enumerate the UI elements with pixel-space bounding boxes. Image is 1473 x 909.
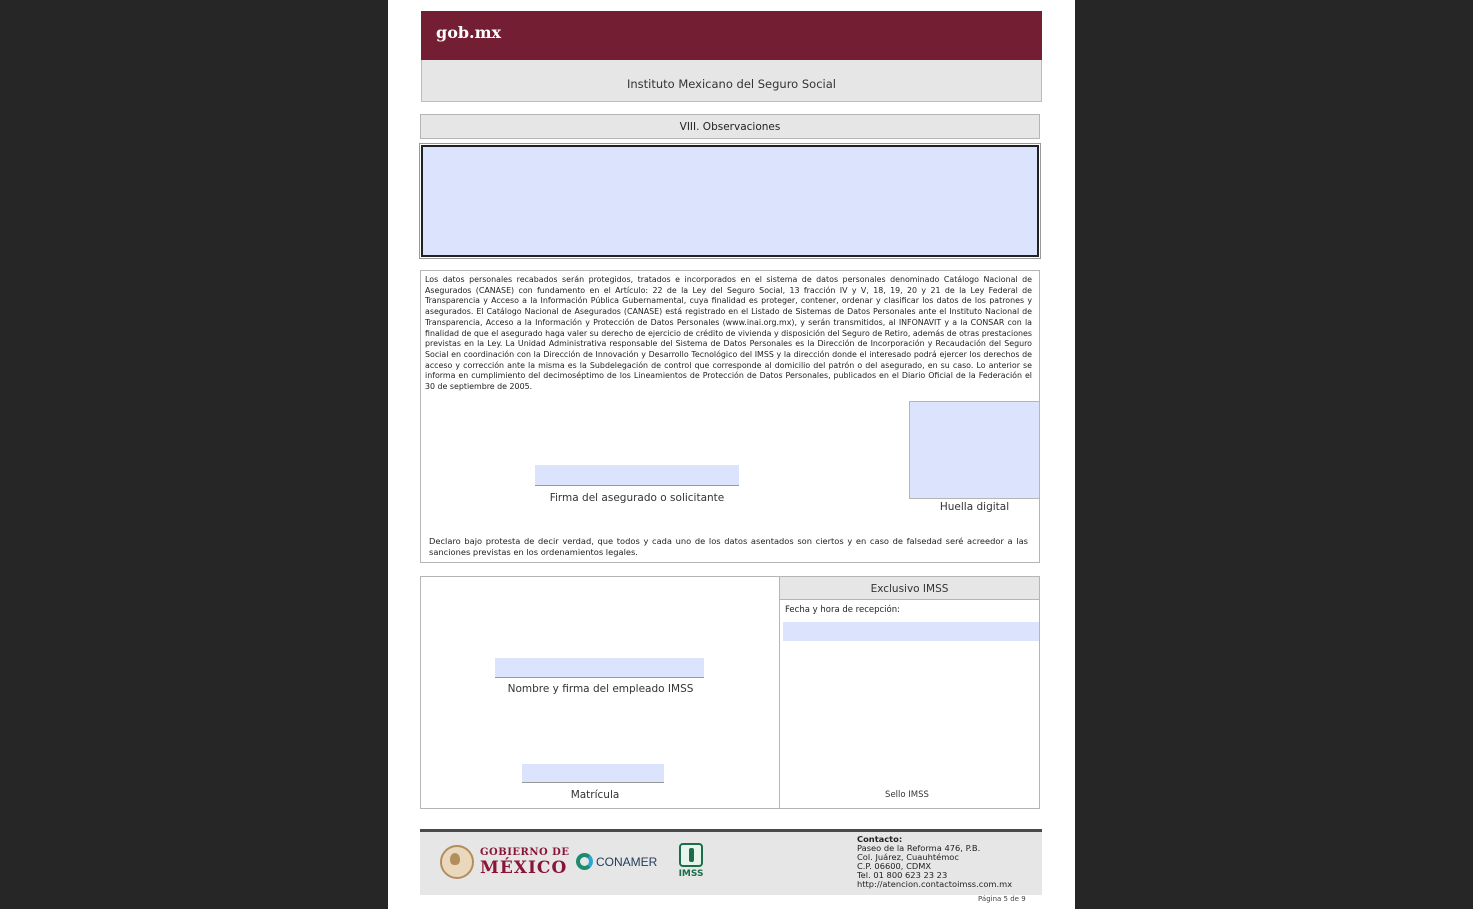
document-page	[388, 0, 1075, 909]
matricula-label: Matrícula	[570, 789, 620, 801]
imss-seal-label: Sello IMSS	[885, 790, 929, 800]
signature-field[interactable]	[535, 465, 739, 486]
gob-mx-logo[interactable]: gob.mx	[436, 23, 502, 42]
privacy-notice-box	[420, 270, 1040, 563]
gob-header-bar	[421, 11, 1042, 60]
contact-postal-code: C.P. 06600, CDMX	[857, 861, 932, 871]
fingerprint-label: Huella digital	[939, 501, 1010, 513]
page-number: Página 5 de 9	[978, 895, 1026, 903]
observations-section-title: VIII. Observaciones	[420, 114, 1040, 139]
fingerprint-field[interactable]	[909, 401, 1040, 499]
gobierno-de-mexico-logo	[440, 844, 569, 880]
privacy-notice-text: Los datos personales recabados serán protegidos, tratados e incorporados en el sistema de datos personales denominado Catálogo Nacional de Asegurados (CANASE) con fundamento en el Artículo: 22 de la Ley del Seguro Social, 13 fracción IV y V, 18, 19, 20 y 21 de la Ley Federal de Transparencia y Acceso a la Información Pública Gubernamental, cuya finalidad es proteger, contener, ordenar y clasificar los datos de los patrones y asegurados. El Catálogo Nacional de Asegurados (CANASE) está registrado en el Listado de Sistemas de Datos Personales ante el Instituto Nacional de Transparencia, Acceso a la Información y Protección de Datos Personales (www.inai.org.mx), y serán transmitidos, al INFONAVIT y a la CONSAR con la finalidad de que el asegurado haga valer su derecho de ejercicio de crédito de vivienda y disposición del Seguro de Retiro, además de otras prestaciones previstas en la Ley. La Unidad Administrativa responsable del Sistema de Datos Personales es la Dirección de Incorporación y Recaudación del Seguro Social en coordinación con la Dirección de Innovación y Desarrollo Tecnológico del IMSS y la dirección donde el interesado podrá ejercer los derechos de acceso y corrección ante la misma es la Subdelegación de control que corresponde al domicilio del patrón o del asegurado, en su caso. Lo anterior se informa en cumplimiento del decimoséptimo de los Lineamientos de Protección de Datos Personales, publicados en el Diario Oficial de la Federación el 30 de septiembre de 2005.	[425, 275, 1032, 392]
reception-date-field[interactable]	[783, 622, 1039, 641]
conamer-text: CONAMER	[596, 854, 658, 869]
column-divider	[779, 577, 780, 808]
gob-logo-line1: GOBIERNO DE	[480, 846, 570, 858]
reception-date-label: Fecha y hora de recepción:	[785, 605, 900, 615]
footer	[420, 829, 1042, 895]
exclusivo-imss-header: Exclusivo IMSS	[780, 577, 1039, 600]
employee-signature-field[interactable]	[495, 658, 704, 678]
national-emblem-icon	[440, 845, 474, 879]
institute-name: Instituto Mexicano del Seguro Social	[421, 60, 1042, 102]
imss-logo-text: IMSS	[678, 869, 704, 879]
conamer-icon	[576, 853, 593, 870]
gob-logo-line2: MÉXICO	[480, 857, 568, 878]
contact-phone: Tel. 01 800 623 23 23	[857, 870, 948, 880]
declaration-text: Declaro bajo protesta de decir verdad, que todos y cada uno de los datos asentados son ciertos y en caso de falsedad seré acreedor a las sanciones previstas en los ordenamientos legales.	[429, 536, 1028, 557]
signature-label: Firma del asegurado o solicitante	[549, 492, 725, 504]
imss-emblem-icon	[679, 843, 703, 867]
contact-url-link[interactable]: http://atencion.contactoimss.com.mx	[857, 879, 1013, 889]
contact-address: Paseo de la Reforma 476, P.B.	[857, 843, 981, 853]
employee-signature-label: Nombre y firma del empleado IMSS	[507, 683, 694, 695]
matricula-field[interactable]	[522, 764, 664, 783]
contact-title: Contacto:	[857, 834, 903, 844]
contact-colonia: Col. Juárez, Cuauhtémoc	[857, 852, 959, 862]
observations-field[interactable]	[421, 145, 1039, 257]
conamer-logo	[576, 853, 657, 870]
imss-reception-box	[420, 576, 1040, 809]
contact-info	[857, 835, 1012, 889]
imss-logo	[676, 843, 706, 883]
